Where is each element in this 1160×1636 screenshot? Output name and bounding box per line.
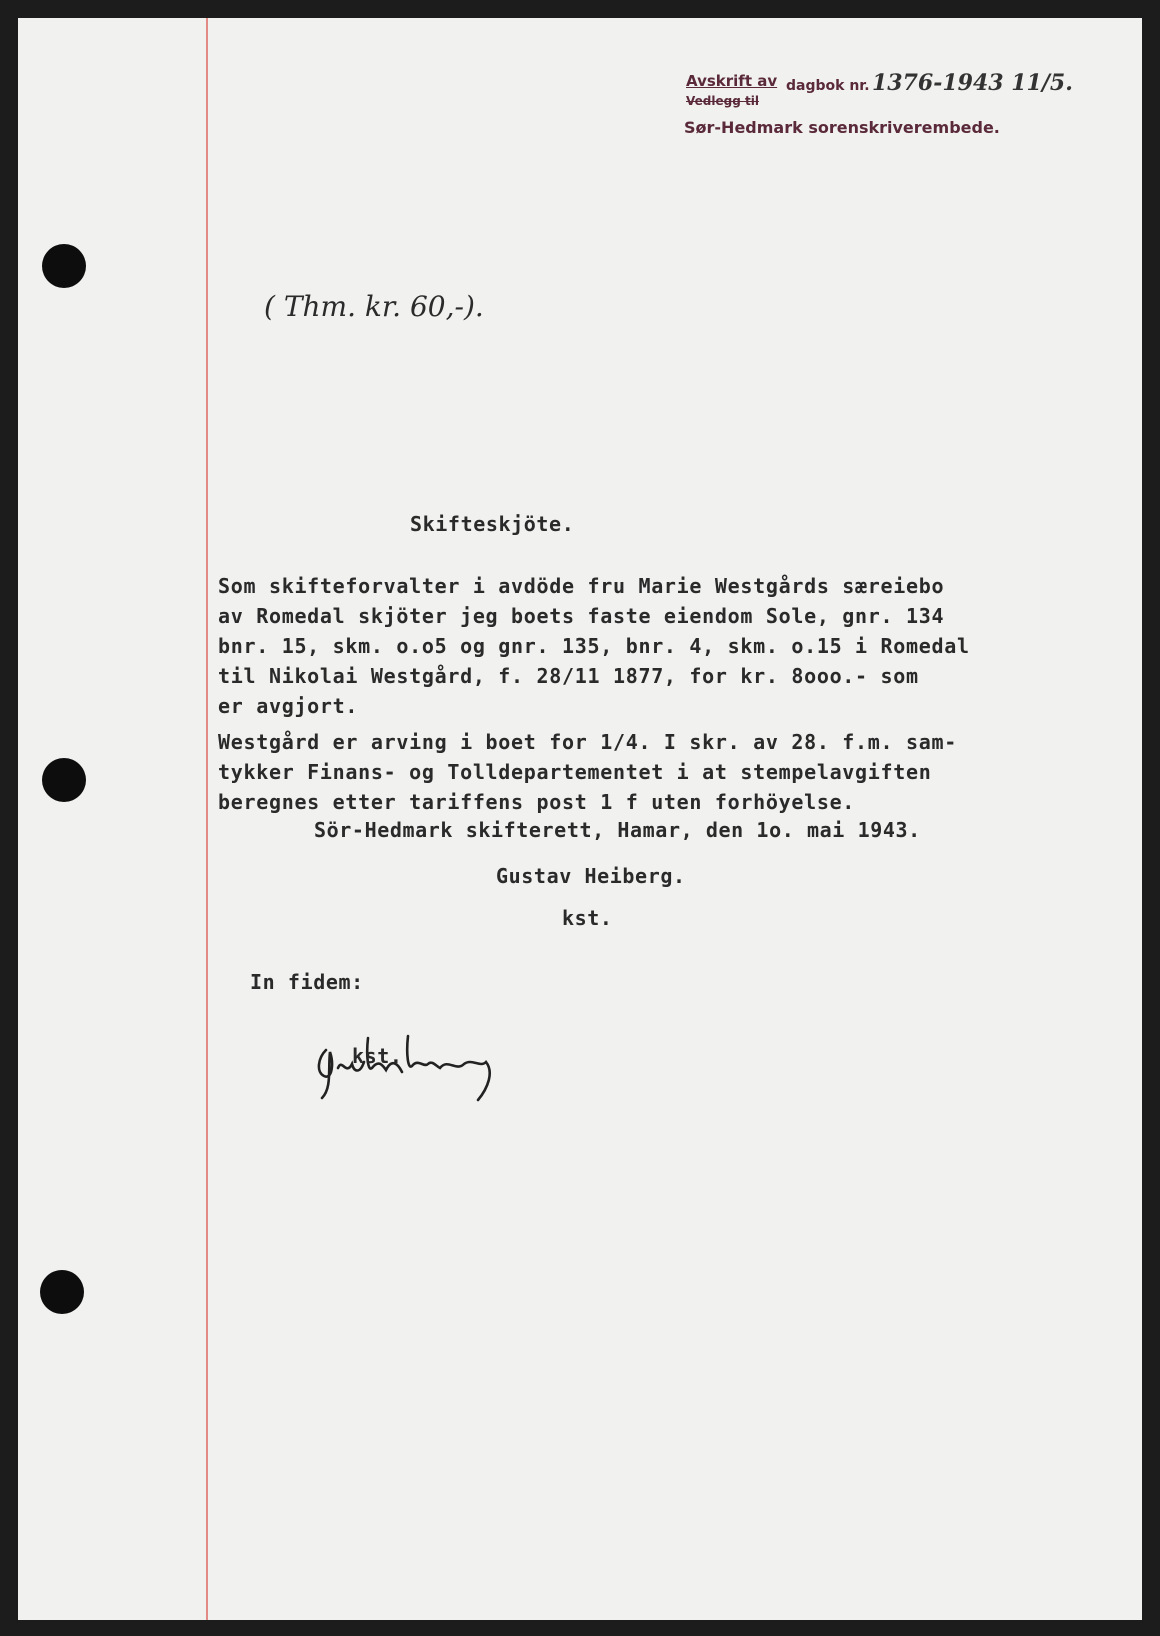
body-line: er avgjort. <box>218 694 359 718</box>
document-title: Skifteskjöte. <box>410 512 575 536</box>
body-line: tykker Finans- og Tolldepartementet i at stempelavgiften <box>218 760 932 784</box>
fidem-title: kst. <box>352 1044 403 1068</box>
punch-hole-top <box>42 244 86 288</box>
margin-line <box>206 18 208 1620</box>
place-and-date: Sör-Hedmark skifterett, Hamar, den 1o. mai 1943. <box>314 818 921 842</box>
body-line: bnr. 15, skm. o.o5 og gnr. 135, bnr. 4, skm. o.15 i Romedal <box>218 634 970 658</box>
handwritten-signature <box>308 1028 528 1108</box>
stamp-mid: dagbok nr. <box>786 78 870 94</box>
handwritten-fee-note: ( Thm. kr. 60,-). <box>264 290 484 323</box>
body-line: Westgård er arving i boet for 1/4. I skr. av 28. f.m. sam- <box>218 730 957 754</box>
punch-hole-bottom <box>40 1270 84 1314</box>
stamp-office: Sør-Hedmark sorenskriverembede. <box>684 118 1000 137</box>
body-line: av Romedal skjöter jeg boets faste eiendom Sole, gnr. 134 <box>218 604 945 628</box>
stamp-prefix: Avskrift av <box>686 72 778 90</box>
body-line: Som skifteforvalter i avdöde fru Marie Westgårds særeiebo <box>218 574 945 598</box>
body-line: til Nikolai Westgård, f. 28/11 1877, for kr. 8ooo.- som <box>218 664 919 688</box>
signer-title: kst. <box>562 906 613 930</box>
stamp-handwritten-number: 1376-1943 11/5. <box>872 70 1073 96</box>
stamp-struck: Vedlegg til <box>686 94 759 108</box>
in-fidem-label: In fidem: <box>250 970 364 994</box>
body-line: beregnes etter tariffens post 1 f uten forhöyelse. <box>218 790 856 814</box>
signer-name: Gustav Heiberg. <box>496 864 686 888</box>
punch-hole-middle <box>42 758 86 802</box>
document-page <box>18 18 1142 1620</box>
